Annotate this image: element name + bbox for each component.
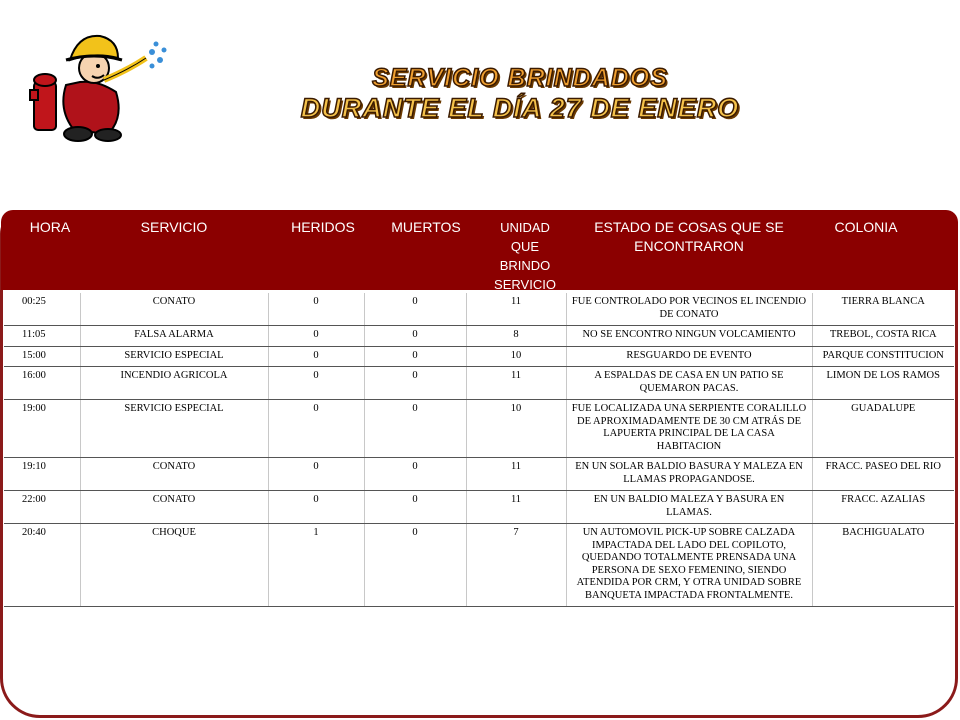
cell-servicio: CONATO <box>80 458 268 491</box>
cell-colonia: PARQUE CONSTITUCION <box>812 346 954 367</box>
cell-muertos: 0 <box>364 400 466 458</box>
table-row <box>4 293 954 326</box>
cell-estado: EN UN SOLAR BALDIO BASURA Y MALEZA EN LLAMAS PROPAGANDOSE. <box>566 458 812 491</box>
cell-heridos: 0 <box>268 326 364 347</box>
table-header <box>1 210 958 290</box>
cell-unidad: 11 <box>466 458 566 491</box>
cell-estado: A ESPALDAS DE CASA EN UN PATIO SE QUEMARON PACAS. <box>566 367 812 400</box>
cell-unidad: 11 <box>466 491 566 524</box>
cell-hora: 22:00 <box>4 491 80 524</box>
services-table <box>4 293 954 607</box>
title-line-1: SERVICIO BRINDADOS <box>372 64 668 92</box>
cell-estado: RESGUARDO DE EVENTO <box>566 346 812 367</box>
cell-estado: FUE CONTROLADO POR VECINOS EL INCENDIO DE CONATO <box>566 293 812 326</box>
cell-heridos: 1 <box>268 524 364 607</box>
cell-hora: 19:10 <box>4 458 80 491</box>
table-row <box>4 400 954 458</box>
cell-unidad: 7 <box>466 524 566 607</box>
table-row <box>4 491 954 524</box>
table-row <box>4 524 954 607</box>
cell-heridos: 0 <box>268 346 364 367</box>
cell-servicio: INCENDIO AGRICOLA <box>80 367 268 400</box>
table-row <box>4 367 954 400</box>
header-estado: ESTADO DE COSAS QUE SE ENCONTRARON <box>594 219 784 254</box>
firefighter-mascot-logo <box>28 30 168 145</box>
header-unidad-line-3: BRINDO <box>499 258 551 273</box>
cell-hora: 16:00 <box>4 367 80 400</box>
cell-unidad: 10 <box>466 400 566 458</box>
cell-colonia: GUADALUPE <box>812 400 954 458</box>
cell-estado: EN UN BALDIO MALEZA Y BASURA EN LLAMAS. <box>566 491 812 524</box>
page-title <box>250 64 790 124</box>
header-servicio: SERVICIO <box>140 219 208 235</box>
cell-heridos: 0 <box>268 491 364 524</box>
cell-servicio: CONATO <box>80 491 268 524</box>
cell-muertos: 0 <box>364 367 466 400</box>
header-hora: HORA <box>29 219 71 235</box>
cell-colonia: TIERRA BLANCA <box>812 293 954 326</box>
cell-hora: 11:05 <box>4 326 80 347</box>
cell-unidad: 10 <box>466 346 566 367</box>
header-heridos: HERIDOS <box>291 219 355 235</box>
cell-hora: 00:25 <box>4 293 80 326</box>
cell-heridos: 0 <box>268 293 364 326</box>
header-colonia: COLONIA <box>834 219 898 235</box>
cell-hora: 20:40 <box>4 524 80 607</box>
cell-unidad: 8 <box>466 326 566 347</box>
header-unidad-line-2: QUE <box>510 239 540 254</box>
cell-muertos: 0 <box>364 458 466 491</box>
cell-colonia: LIMON DE LOS RAMOS <box>812 367 954 400</box>
cell-unidad: 11 <box>466 367 566 400</box>
cell-muertos: 0 <box>364 293 466 326</box>
cell-muertos: 0 <box>364 326 466 347</box>
table-row <box>4 458 954 491</box>
cell-muertos: 0 <box>364 491 466 524</box>
cell-estado: NO SE ENCONTRO NINGUN VOLCAMIENTO <box>566 326 812 347</box>
header-muertos: MUERTOS <box>391 219 461 235</box>
cell-colonia: FRACC. AZALIAS <box>812 491 954 524</box>
cell-unidad: 11 <box>466 293 566 326</box>
cell-heridos: 0 <box>268 400 364 458</box>
header-unidad-line-1: UNIDAD <box>500 220 550 235</box>
table-row <box>4 346 954 367</box>
cell-heridos: 0 <box>268 458 364 491</box>
cell-hora: 19:00 <box>4 400 80 458</box>
cell-muertos: 0 <box>364 346 466 367</box>
cell-colonia: BACHIGUALATO <box>812 524 954 607</box>
cell-colonia: TREBOL, COSTA RICA <box>812 326 954 347</box>
cell-servicio: SERVICIO ESPECIAL <box>80 400 268 458</box>
cell-servicio: SERVICIO ESPECIAL <box>80 346 268 367</box>
table-row <box>4 326 954 347</box>
header-unidad-line-4: SERVICIO <box>494 277 556 292</box>
cell-estado: UN AUTOMOVIL PICK-UP SOBRE CALZADA IMPACTADA DEL LADO DEL COPILOTO, QUEDANDO TOTALMENTE PRENSADA UNA PERSONA DE SEXO FEMENINO, SIENDO ATENDIDA POR CRM, Y OTRA UNIDAD SOBRE BANQUETA IMPACTADA FRONTALMENTE. <box>566 524 812 607</box>
header-unidad <box>485 218 565 294</box>
title-line-2: DURANTE EL DÍA 27 DE ENERO <box>300 92 740 123</box>
cell-colonia: FRACC. PASEO DEL RIO <box>812 458 954 491</box>
cell-estado: FUE LOCALIZADA UNA SERPIENTE CORALILLO DE APROXIMADAMENTE DE 30 CM ATRÁS DE LAPUERTA PRINCIPAL DE LA CASA HABITACION <box>566 400 812 458</box>
cell-servicio: CHOQUE <box>80 524 268 607</box>
cell-servicio: FALSA ALARMA <box>80 326 268 347</box>
cell-heridos: 0 <box>268 367 364 400</box>
cell-muertos: 0 <box>364 524 466 607</box>
cell-servicio: CONATO <box>80 293 268 326</box>
cell-hora: 15:00 <box>4 346 80 367</box>
